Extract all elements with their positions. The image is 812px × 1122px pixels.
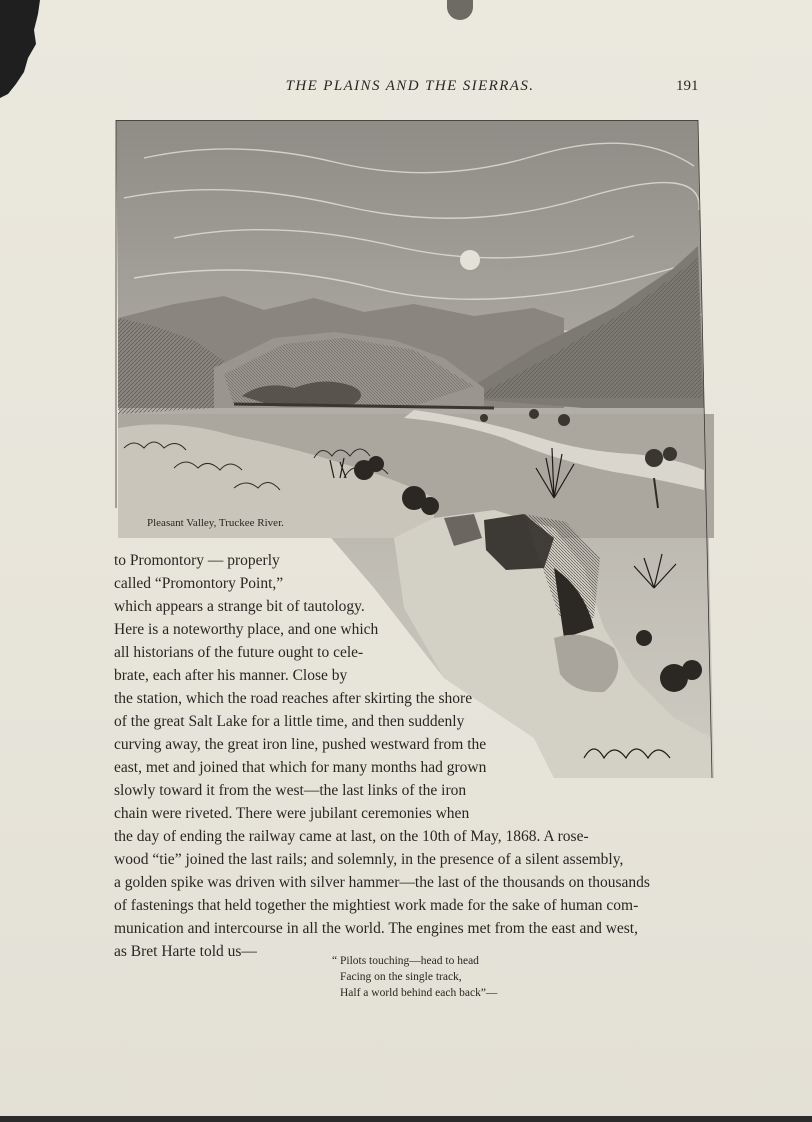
figure-caption: Pleasant Valley, Truckee River. [147, 517, 284, 529]
poem-quote [332, 953, 497, 1001]
body-line-6: brate, each after his manner. Close by [114, 667, 348, 684]
binding-hole [447, 0, 473, 20]
page-bottom-edge [0, 1116, 812, 1122]
body-line-8: of the great Salt Lake for a little time, and then suddenly [114, 713, 465, 730]
body-line-10: east, met and joined that which for many months had grown [114, 759, 487, 776]
body-line-1: to Promontory — properly [114, 552, 280, 569]
body-line-18: as Bret Harte told us— [114, 943, 257, 960]
torn-corner [0, 0, 44, 100]
body-line-13: the day of ending the railway came at last, on the 10th of May, 1868. A rose- [114, 828, 589, 845]
body-line-12: chain were riveted. There were jubilant ceremonies when [114, 805, 470, 822]
body-line-3: which appears a strange bit of tautology. [114, 598, 365, 615]
page-number: 191 [676, 78, 699, 94]
quote-line-2: Facing on the single track, [340, 971, 462, 983]
body-line-2: called “Promontory Point,” [114, 575, 284, 592]
body-line-7: the station, which the road reaches after skirting the shore [114, 690, 473, 707]
quote-line-3: Half a world behind each back”— [340, 987, 498, 999]
body-line-17: munication and intercourse in all the world. The engines met from the east and west, [114, 920, 638, 937]
body-line-15: a golden spike was driven with silver hammer—the last of the thousands on thousands [114, 874, 650, 891]
body-line-5: all historians of the future ought to cele- [114, 644, 364, 661]
quote-line-1: “ Pilots touching—head to head [332, 955, 479, 967]
body-line-16: of fastenings that held together the mightiest work made for the sake of human com- [114, 897, 639, 914]
body-line-14: wood “tie” joined the last rails; and solemnly, in the presence of a silent assembly, [114, 851, 624, 868]
body-line-9: curving away, the great iron line, pushed westward from the [114, 736, 487, 753]
running-head: THE PLAINS AND THE SIERRAS. [285, 78, 535, 94]
body-line-4: Here is a noteworthy place, and one which [114, 621, 379, 638]
body-line-11: slowly toward it from the west—the last links of the iron [114, 782, 467, 799]
